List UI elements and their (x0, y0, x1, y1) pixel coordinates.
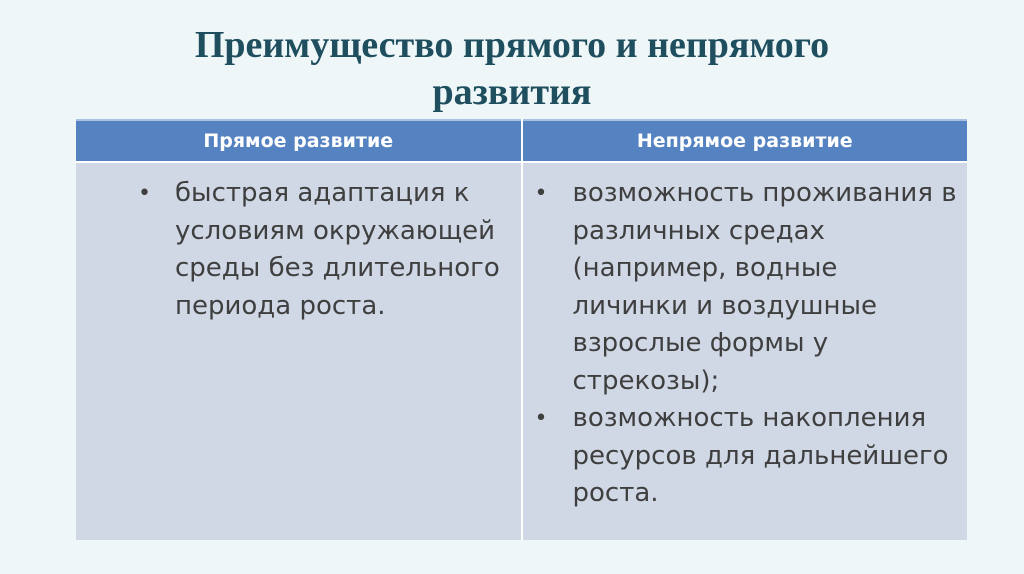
table-row (76, 162, 967, 540)
slide-title (0, 22, 1024, 116)
bullet-icon: • (534, 181, 548, 206)
list-item-text: возможность накопления ресурсов для дальнейшего роста. (572, 403, 949, 508)
list-item-text: быстрая адаптация к условиям окружающей среды без длительного периода роста. (175, 178, 500, 321)
header-direct-development: Прямое развитие (76, 120, 522, 162)
header-indirect-development: Непрямое развитие (522, 120, 968, 162)
table-header-row (76, 120, 967, 162)
list-item-text: возможность проживания в различных средах (например, водные личинки и воздушные взрослые формы у стрекозы); (572, 178, 957, 396)
slide-title-line-2: развития (432, 71, 592, 113)
bullet-icon: • (138, 181, 151, 206)
list-item (76, 175, 521, 325)
indirect-advantages-list (523, 175, 968, 513)
indirect-development-cell (522, 162, 968, 540)
list-item (523, 175, 968, 400)
list-item (523, 400, 968, 513)
comparison-table (76, 119, 967, 540)
slide-title-line-1: Преимущество прямого и непрямого (194, 24, 830, 66)
direct-advantages-list (76, 175, 521, 325)
direct-development-cell (76, 162, 522, 540)
bullet-icon: • (534, 406, 548, 431)
